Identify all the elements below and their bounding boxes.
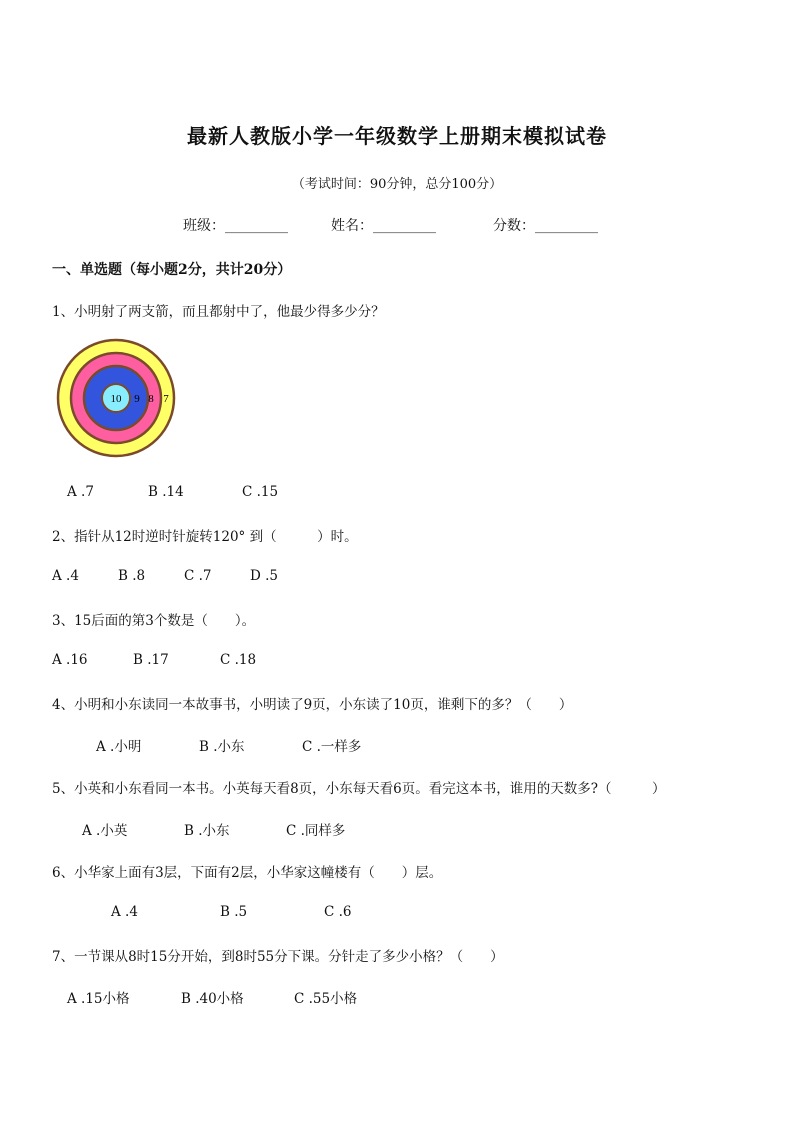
exam-subtitle: （考试时间：90分钟，总分100分） bbox=[291, 177, 503, 192]
archery-target-image bbox=[56, 338, 176, 458]
q1-option-c[interactable]: C .15 bbox=[242, 484, 279, 500]
q5-option-b[interactable]: B .小东 bbox=[184, 823, 230, 839]
page-title: 最新人教版小学一年级数学上册期末模拟试卷 bbox=[187, 124, 607, 148]
q7-option-a[interactable]: A .15小格 bbox=[67, 991, 130, 1007]
target-label-8: 8 bbox=[148, 393, 154, 405]
question-3: 3、15后面的第3个数是（ ）。 bbox=[52, 613, 256, 629]
q5-option-a[interactable]: A .小英 bbox=[82, 823, 128, 839]
q4-option-a[interactable]: A .小明 bbox=[96, 739, 142, 755]
question-1: 1、小明射了两支箭，而且都射中了，他最少得多少分？ bbox=[52, 304, 385, 320]
q3-option-a[interactable]: A .16 bbox=[52, 652, 88, 668]
q7-option-c[interactable]: C .55小格 bbox=[294, 991, 358, 1007]
question-2: 2、指针从12时逆时针旋转120° 到（ ）时。 bbox=[52, 529, 358, 545]
question-5: 5、小英和小东看同一本书。小英每天看8页，小东每天看6页。看完这本书，谁用的天数多?（ ） bbox=[52, 781, 666, 797]
section-heading: 一、单选题（每小题2分，共计20分） bbox=[52, 262, 292, 278]
q7-option-b[interactable]: B .40小格 bbox=[181, 991, 244, 1007]
q2-option-b[interactable]: B .8 bbox=[118, 568, 146, 584]
q4-option-b[interactable]: B .小东 bbox=[199, 739, 245, 755]
target-label-10: 10 bbox=[110, 393, 122, 405]
q6-option-c[interactable]: C .6 bbox=[324, 904, 352, 920]
q2-option-a[interactable]: A .4 bbox=[52, 568, 79, 584]
q5-option-c[interactable]: C .同样多 bbox=[286, 823, 346, 839]
q1-option-b[interactable]: B .14 bbox=[148, 484, 184, 500]
class-field: 班级：_________ bbox=[183, 218, 288, 234]
q2-option-d[interactable]: D .5 bbox=[250, 568, 278, 584]
question-6: 6、小华家上面有3层，下面有2层，小华家这幢楼有（ ）层。 bbox=[52, 865, 443, 881]
q6-option-b[interactable]: B .5 bbox=[220, 904, 248, 920]
name-field: 姓名：_________ bbox=[331, 218, 436, 234]
q4-option-c[interactable]: C .一样多 bbox=[302, 739, 362, 755]
target-label-9: 9 bbox=[134, 393, 140, 405]
q3-option-b[interactable]: B .17 bbox=[133, 652, 169, 668]
q3-option-c[interactable]: C .18 bbox=[220, 652, 257, 668]
question-7: 7、一节课从8时15分开始，到8时55分下课。分针走了多少小格？（ ） bbox=[52, 949, 504, 965]
question-4: 4、小明和小东读同一本故事书，小明读了9页，小东读了10页，谁剩下的多？（ ） bbox=[52, 697, 573, 713]
q1-option-a[interactable]: A .7 bbox=[67, 484, 94, 500]
q2-option-c[interactable]: C .7 bbox=[184, 568, 212, 584]
score-field: 分数：_________ bbox=[493, 218, 598, 234]
q6-option-a[interactable]: A .4 bbox=[111, 904, 138, 920]
target-label-7: 7 bbox=[163, 393, 169, 405]
